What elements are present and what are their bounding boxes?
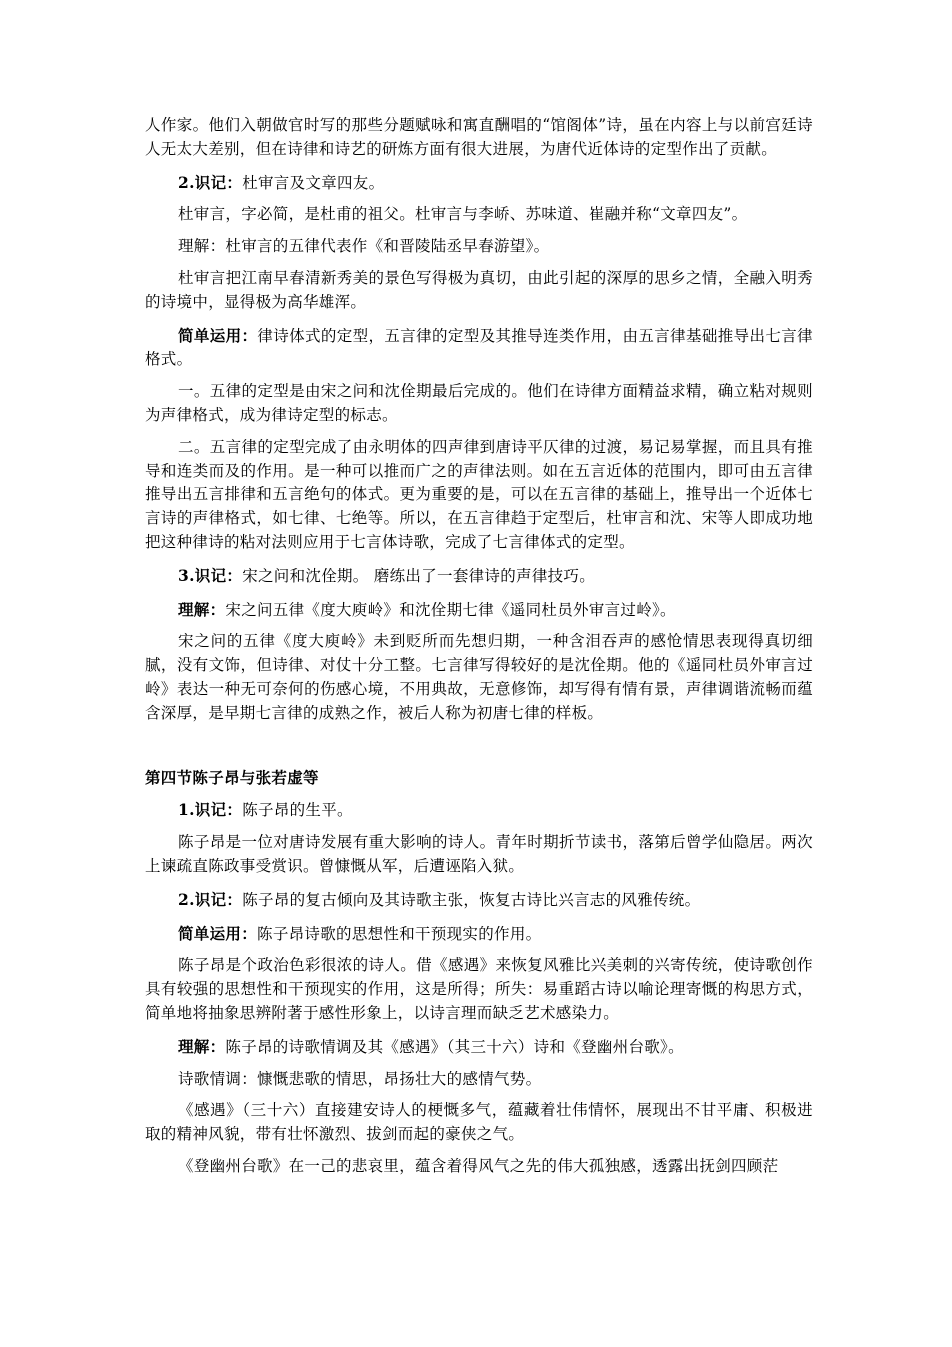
- recall-item-3: [145, 564, 813, 589]
- recall-label: 2.识记：: [178, 889, 243, 909]
- simple-application-2: [145, 922, 813, 947]
- recall-label: 1.识记：: [178, 800, 243, 820]
- paragraph-youzhou: 《登幽州台歌》在一己的悲哀里，蕴含着得风气之先的伟大孤独感，透露出抚剑四顾茫: [178, 1156, 779, 1175]
- application-text: 陈子昂诗歌的思想性和干预现实的作用。: [257, 924, 542, 943]
- application-text: 律诗体式的定型，五言律的定型及其推导连类作用，由五言律基础推导出七言律格式。: [145, 326, 813, 369]
- understanding-text: 陈子昂的诗歌情调及其《感遇》（其三十六）诗和《登幽州台歌》。: [225, 1037, 684, 1056]
- section-heading: 第四节陈子昂与张若虚等: [145, 767, 319, 787]
- recall-label: 2.识记：: [178, 172, 243, 192]
- understanding-item-2: [145, 1035, 813, 1060]
- application-label: 简单运用：: [178, 325, 258, 345]
- paragraph-song-shen: 宋之问的五律《度大庾岭》未到贬所而先想归期，一种含泪吞声的感怆情思表现得真切细腻，没有文饰，但诗律、对仗十分工整。七言律写得较好的是沈佺期。他的《遥同杜员外审言过岭》表达一种无可奈何的伤感心境，不用典故，无意修饰，却写得有情有景，声律调谐流畅而蕴含深厚，是早期七言律的成熟之作，被后人称为初唐七律的样板。: [145, 632, 813, 722]
- recall-text: 陈子昂的复古倾向及其诗歌主张，恢复古诗比兴言志的风雅传统。: [242, 890, 701, 909]
- recall-item-2: [145, 171, 813, 196]
- recall-item-1: [145, 798, 813, 823]
- paragraph-ganyu: 《感遇》（三十六）直接建安诗人的梗慨多气，蕴藏着壮伟情怀，展现出不甘平庸、积极进取的精神风貌，带有壮怀激烈、拔剑而起的豪侠之气。: [145, 1101, 813, 1144]
- recall-text: 杜审言及文章四友。: [242, 173, 385, 192]
- paragraph-description: 杜审言把江南早春清新秀美的景色写得极为真切，由此引起的深厚的思乡之情，全融入明秀的诗境中，显得极为高华雄浑。: [145, 268, 813, 311]
- understanding-item: [145, 598, 813, 623]
- recall-item-2b: [145, 888, 813, 913]
- document-body: [145, 114, 813, 1179]
- understanding-label: 理解：: [178, 1036, 226, 1056]
- application-label: 简单运用：: [178, 923, 258, 943]
- understanding-text: 宋之问五律《度大庾岭》和沈佺期七律《遥同杜员外审言过岭》。: [225, 600, 676, 619]
- paragraph-understanding: 理解：杜审言的五律代表作《和晋陵陆丞早春游望》。: [178, 237, 550, 256]
- paragraph-chen-biography: 陈子昂是一位对唐诗发展有重大影响的诗人。青年时期折节读书，落第后曾学仙隐居。两次上谏疏直陈政事受赏识。曾慷慨从军，后遭诬陷入狱。: [145, 833, 813, 875]
- recall-text: 宋之问和沈佺期。 磨练出了一套律诗的声律技巧。: [242, 566, 596, 585]
- understanding-label: 理解：: [178, 599, 226, 619]
- simple-application: [145, 324, 813, 373]
- recall-text: 陈子昂的生平。: [242, 801, 353, 820]
- paragraph-1: 人作家。他们入朝做官时写的那些分题赋咏和寓直酬唱的“馆阁体”诗，虽在内容上与以前宫廷诗人无太大差别，但在诗律和诗艺的研炼方面有很大进展，为唐代近体诗的定型作出了贡献。: [145, 116, 813, 158]
- paragraph-point-one: 一。五律的定型是由宋之问和沈佺期最后完成的。他们在诗律方面精益求精，确立粘对规则为声律格式，成为律诗定型的标志。: [145, 382, 813, 424]
- paragraph-tone: 诗歌情调：慷慨悲歌的情思，昂扬壮大的感情气势。: [178, 1069, 542, 1088]
- paragraph-point-two: 二。五言律的定型完成了由永明体的四声律到唐诗平仄律的过渡，易记易掌握，而且具有推导和连类而及的作用。是一种可以推而广之的声律法则。如在五言近体的范围内，即可由五言律推导出五言排律和五言绝句的体式。更为重要的是，可以在五言律的基础上，推导出一个近体七言诗的声律格式，如七律、七绝等。所以，在五言律趋于定型后，杜审言和沈、宋等人即成功地把这种律诗的粘对法则应用于七言体诗歌，完成了七言律体式的定型。: [145, 437, 813, 551]
- paragraph-du-shenyan: 杜审言，字必简，是杜甫的祖父。杜审言与李峤、苏味道、崔融并称“文章四友”。: [178, 205, 748, 224]
- paragraph-chen-politics: 陈子昂是个政治色彩很浓的诗人。借《感遇》来恢复风雅比兴美刺的兴寄传统，使诗歌创作具有较强的思想性和干预现实的作用，这是所得；所失：易重蹈古诗以喻论理寄慨的构思方式，简单地将抽象思辨附著于感性形象上，以诗言理而缺乏艺术感染力。: [145, 956, 813, 1022]
- recall-label: 3.识记：: [178, 565, 243, 585]
